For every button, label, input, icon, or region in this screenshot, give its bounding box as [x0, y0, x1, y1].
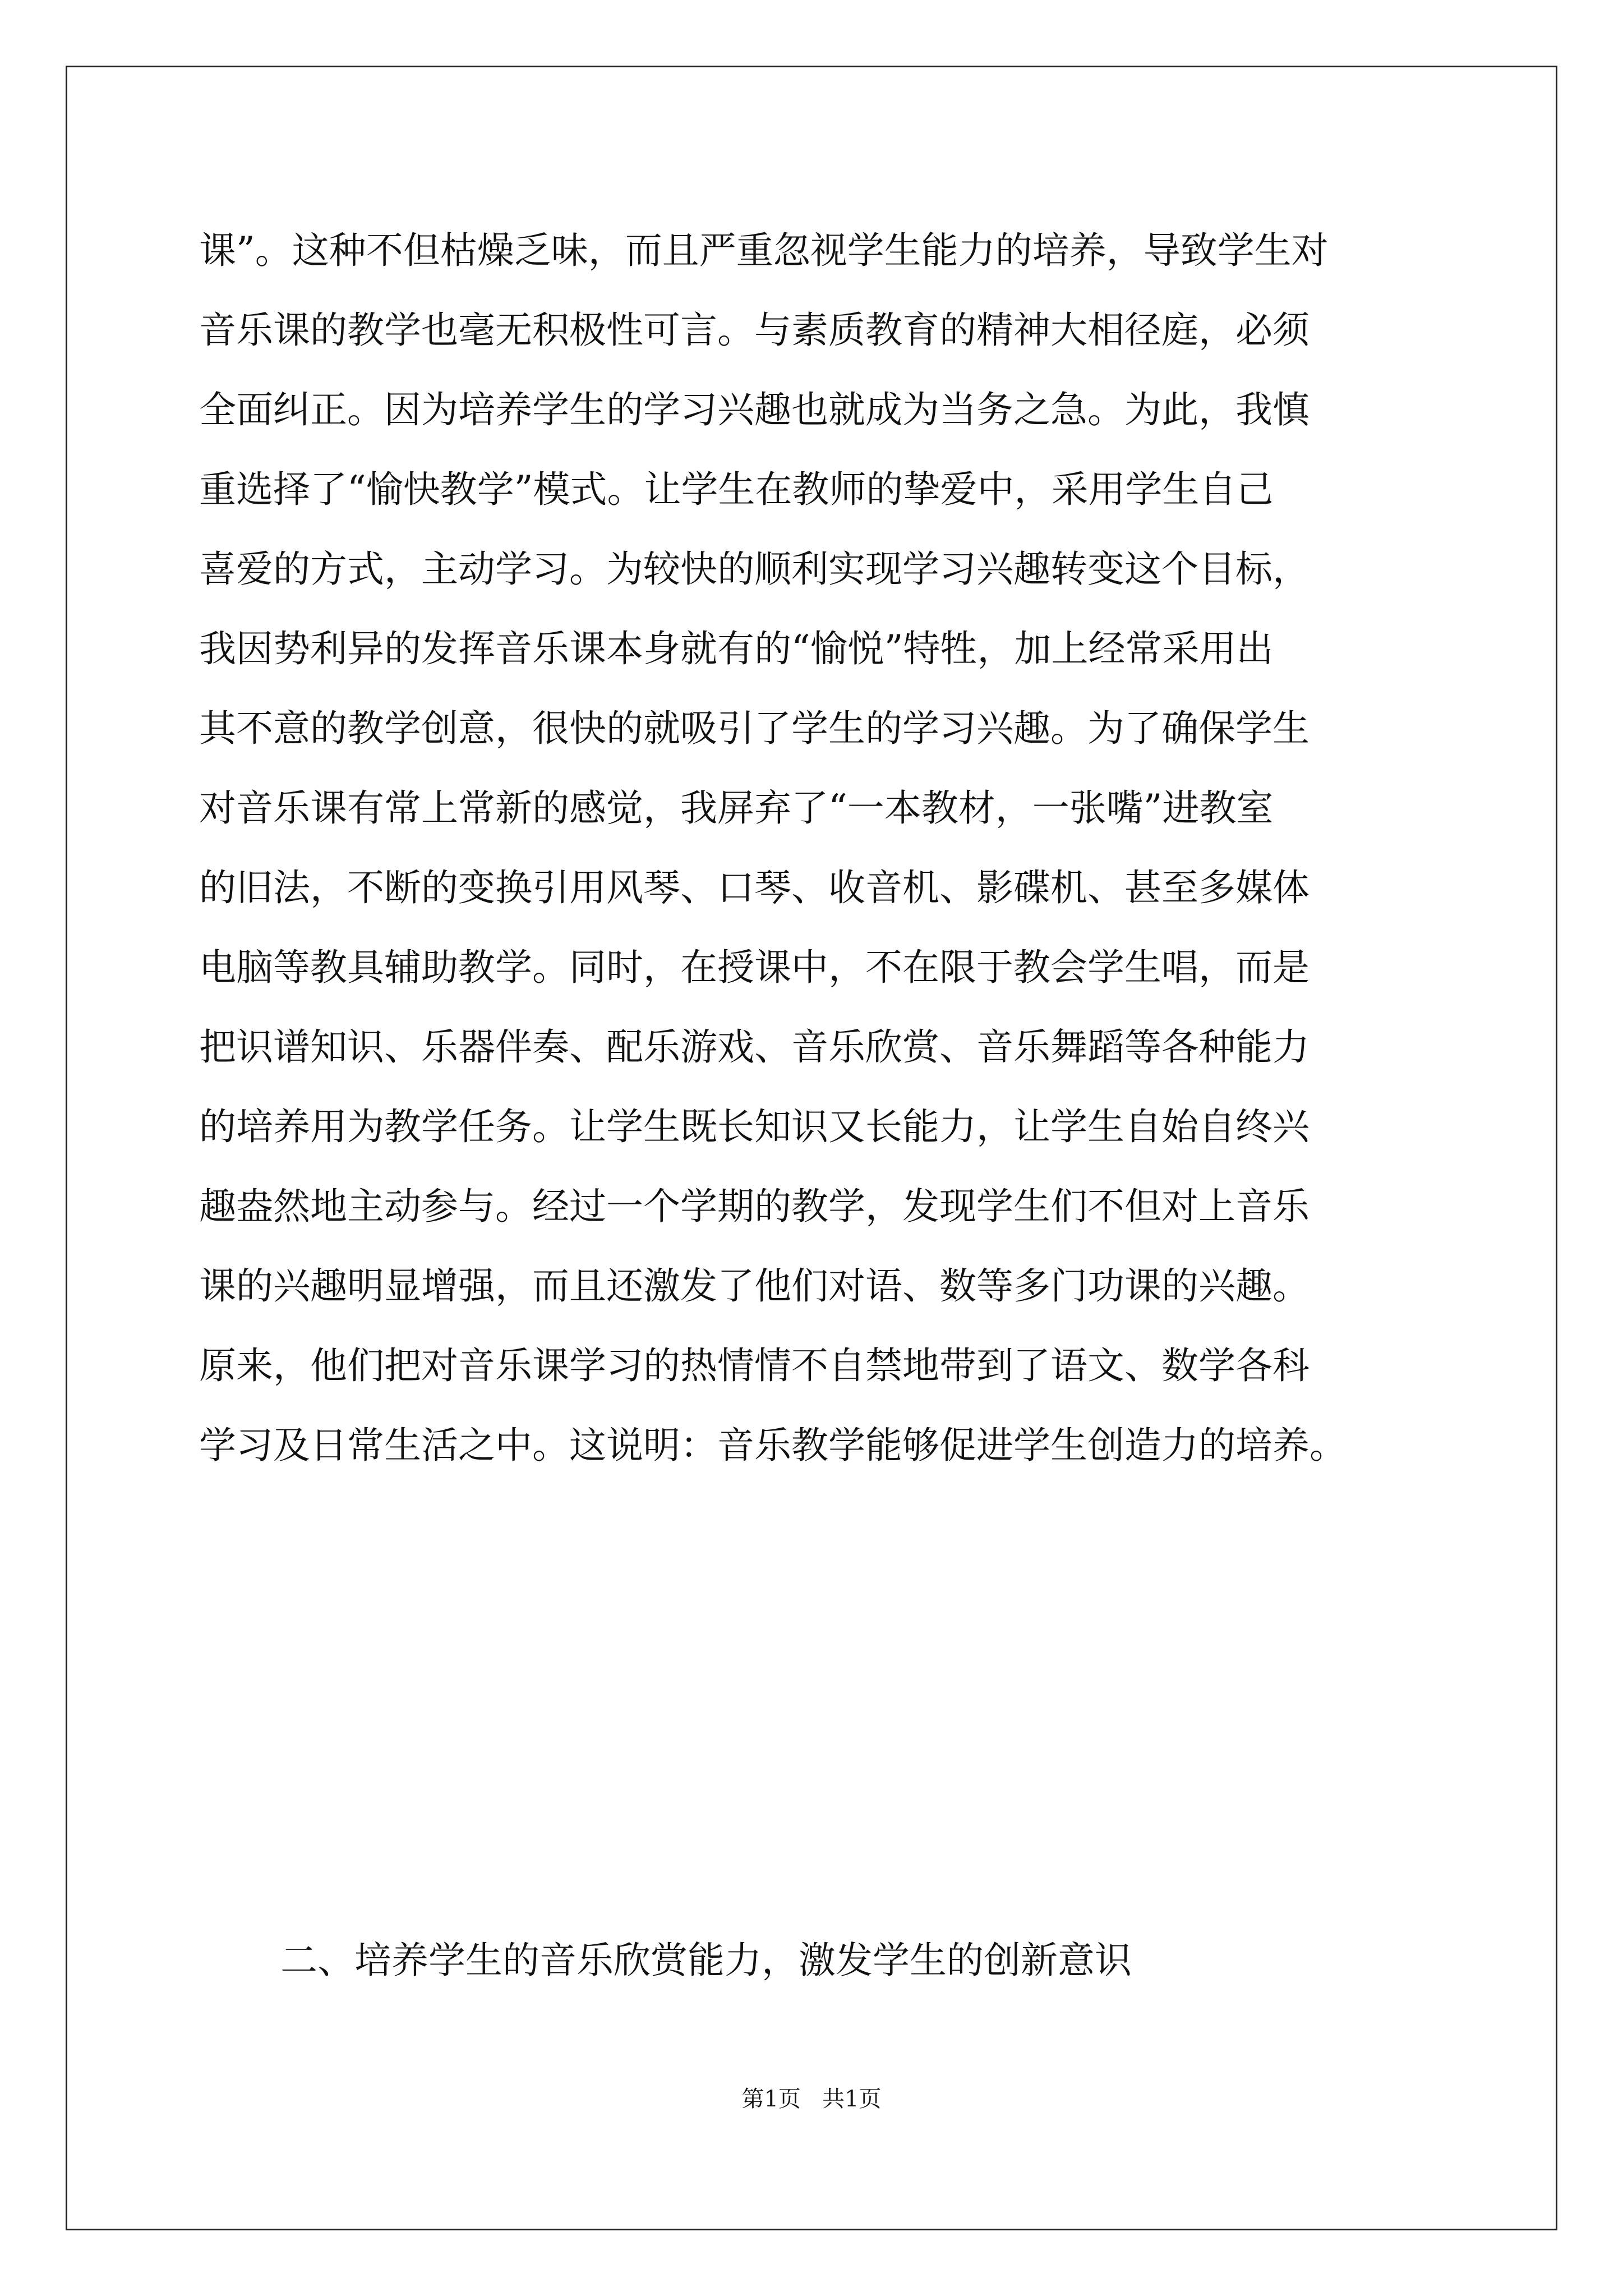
- section-heading: 二、培养学生的音乐欣赏能力，激发学生的创新意识: [280, 1939, 1132, 1982]
- text-line: 音乐课的教学也毫无积极性可言。与素质教育的精神大相径庭，必须: [199, 309, 1310, 352]
- page-number-footer: 第1页 共1页: [741, 2086, 882, 2112]
- text-line: 原来，他们把对音乐课学习的热情情不自禁地带到了语文、数学各科: [199, 1344, 1310, 1387]
- text-line: 其不意的教学创意，很快的就吸引了学生的学习兴趣。为了确保学生: [199, 707, 1310, 750]
- text-line: 课的兴趣明显增强，而且还激发了他们对语、数等多门功课的兴趣。: [199, 1264, 1310, 1308]
- text-line: 把识谱知识、乐器伴奏、配乐游戏、音乐欣赏、音乐舞蹈等各种能力: [199, 1025, 1310, 1069]
- text-line: 我因势利异的发挥音乐课本身就有的“愉悦”特牲，加上经常采用出: [199, 627, 1274, 670]
- text-line: 对音乐课有常上常新的感觉，我屏弃了“一本教材，一张嘴”进教室: [199, 786, 1274, 830]
- text-line: 喜爱的方式，主动学习。为较快的顺利实现学习兴趣转变这个目标，: [199, 547, 1310, 591]
- text-line: 学习及日常生活之中。这说明：音乐教学能够促进学生创造力的培养。: [199, 1424, 1347, 1467]
- text-line: 的培养用为教学任务。让学生既长知识又长能力，让学生自始自终兴: [199, 1105, 1310, 1148]
- text-line: 的旧法，不断的变换引用风琴、口琴、收音机、影碟机、甚至多媒体: [199, 866, 1310, 909]
- text-line: 全面纠正。因为培养学生的学习兴趣也就成为当务之急。为此，我慎: [199, 388, 1310, 431]
- text-line: 电脑等教具辅助教学。同时，在授课中，不在限于教会学生唱，而是: [199, 946, 1310, 989]
- body-paragraph: [199, 211, 1461, 1485]
- text-line: 趣盎然地主动参与。经过一个学期的教学，发现学生们不但对上音乐: [199, 1185, 1310, 1228]
- text-line: 重选择了“愉快教学”模式。让学生在教师的挚爱中，采用学生自己: [199, 468, 1274, 511]
- text-line: 课”。这种不但枯燥乏味，而且严重忽视学生能力的培养，导致学生对: [199, 229, 1329, 272]
